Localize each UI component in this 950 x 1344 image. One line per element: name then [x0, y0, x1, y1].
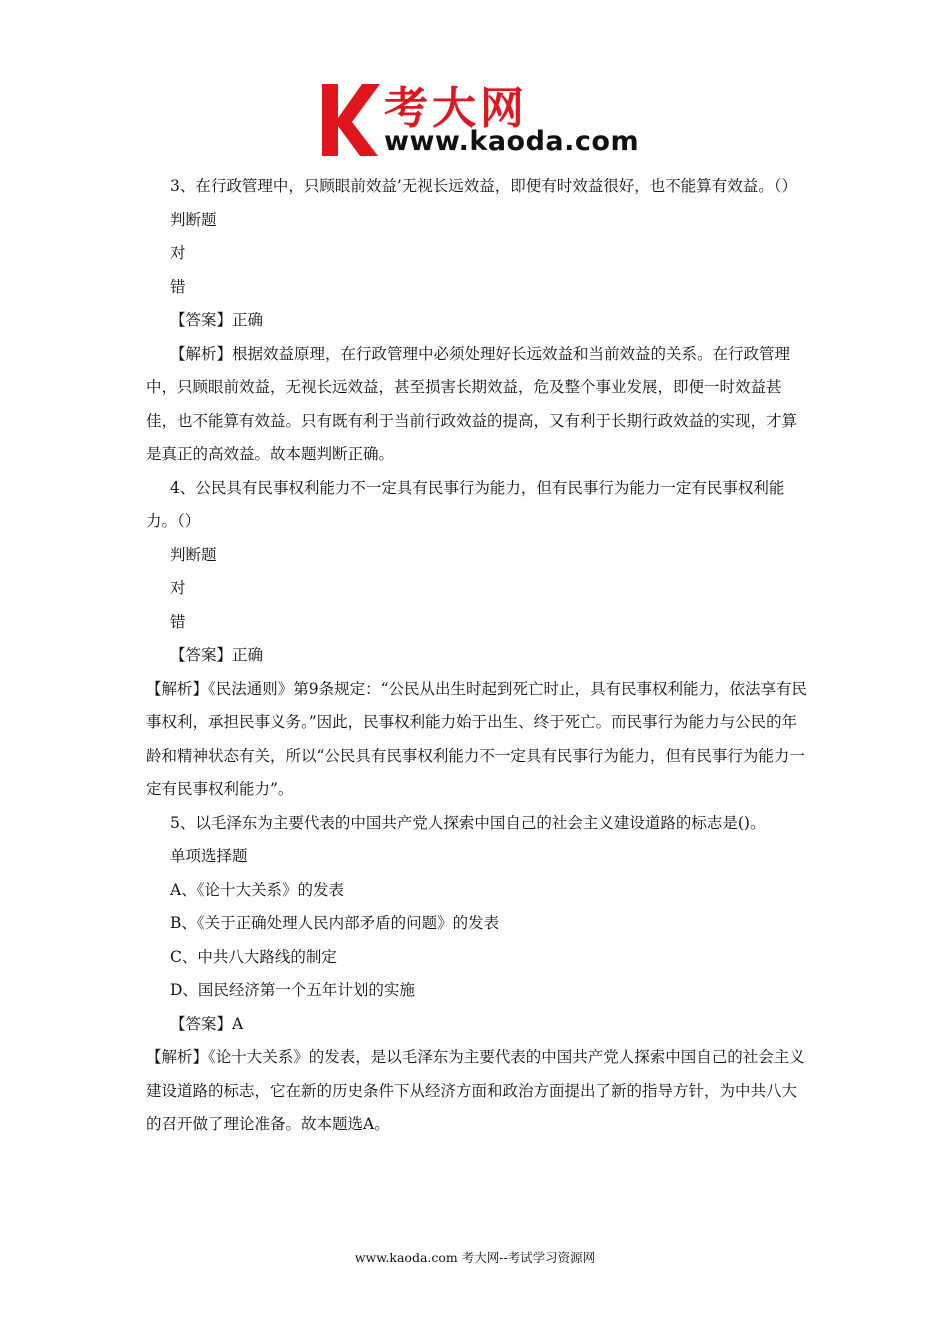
k-logo-icon	[318, 78, 384, 160]
q3-opt-false: 错	[170, 277, 186, 296]
q4-answer: 【答案】正确	[170, 646, 264, 664]
q4-type: 判断题	[170, 545, 217, 564]
q3-stem: 3、在行政管理中，只顾眼前效益’无视长远效益，即便有时效益很好，也不能算有效益。（）	[170, 177, 798, 195]
q5-opt-b: B、《关于正确处理人民内部矛盾的问题》的发表	[170, 914, 500, 932]
logo-title: 考大网	[384, 83, 528, 134]
document-body	[146, 170, 808, 1142]
kaoda-logo	[318, 78, 638, 162]
q4-stem: 4、公民具有民事权利能力不一定具有民事行为能力，但有民事行为能力一定有民事权利能力。（）	[146, 478, 785, 530]
q4-analysis: 【解析】《民法通则》第9条规定：“公民从出生时起到死亡时止，具有民事权利能力，依法享有民事权利，承担民事义务。”因此，民事权利能力始于出生、终于死亡。而民事行为能力与公民的年龄和精神状态有关，所以“公民具有民事权利能力不一定具有民事行为能力，但有民事行为能力一定有民事权利能力”。	[146, 679, 808, 798]
q5-type: 单项选择题	[170, 847, 248, 865]
q5-opt-c: C、中共八大路线的制定	[170, 947, 337, 966]
q3-analysis: 【解析】根据效益原理，在行政管理中必须处理好长远效益和当前效益的关系。在行政管理中，只顾眼前效益，无视长远效益，甚至损害长期效益，危及整个事业发展，即便一时效益甚佳，也不能算有效益。只有既有利于当前行政效益的提高，又有利于长期行政效益的实现，才算是真正的高效益。故本题判断正确。	[146, 344, 798, 463]
q5-analysis: 【解析】《论十大关系》的发表，是以毛泽东为主要代表的中国共产党人探索中国自己的社会主义建设道路的标志，它在新的历史条件下从经济方面和政治方面提出了新的指导方针，为中共八大的召开做了理论准备。故本题选A。	[146, 1048, 805, 1133]
q5-opt-d: D、国民经济第一个五年计划的实施	[170, 981, 415, 999]
logo-url: www.kaoda.com	[384, 126, 640, 157]
q3-answer: 【答案】正确	[170, 311, 264, 329]
q5-stem: 5、以毛泽东为主要代表的中国共产党人探索中国自己的社会主义建设道路的标志是()。	[170, 813, 766, 832]
q3-opt-true: 对	[170, 244, 186, 262]
q4-opt-false: 错	[170, 612, 186, 631]
page-footer: www.kaoda.com 考大网--考试学习资源网	[354, 1250, 596, 1265]
q3-type: 判断题	[170, 210, 217, 229]
q4-opt-true: 对	[170, 579, 186, 597]
q5-opt-a: A、《论十大关系》的发表	[170, 880, 344, 899]
q5-answer: 【答案】A	[170, 1014, 244, 1033]
